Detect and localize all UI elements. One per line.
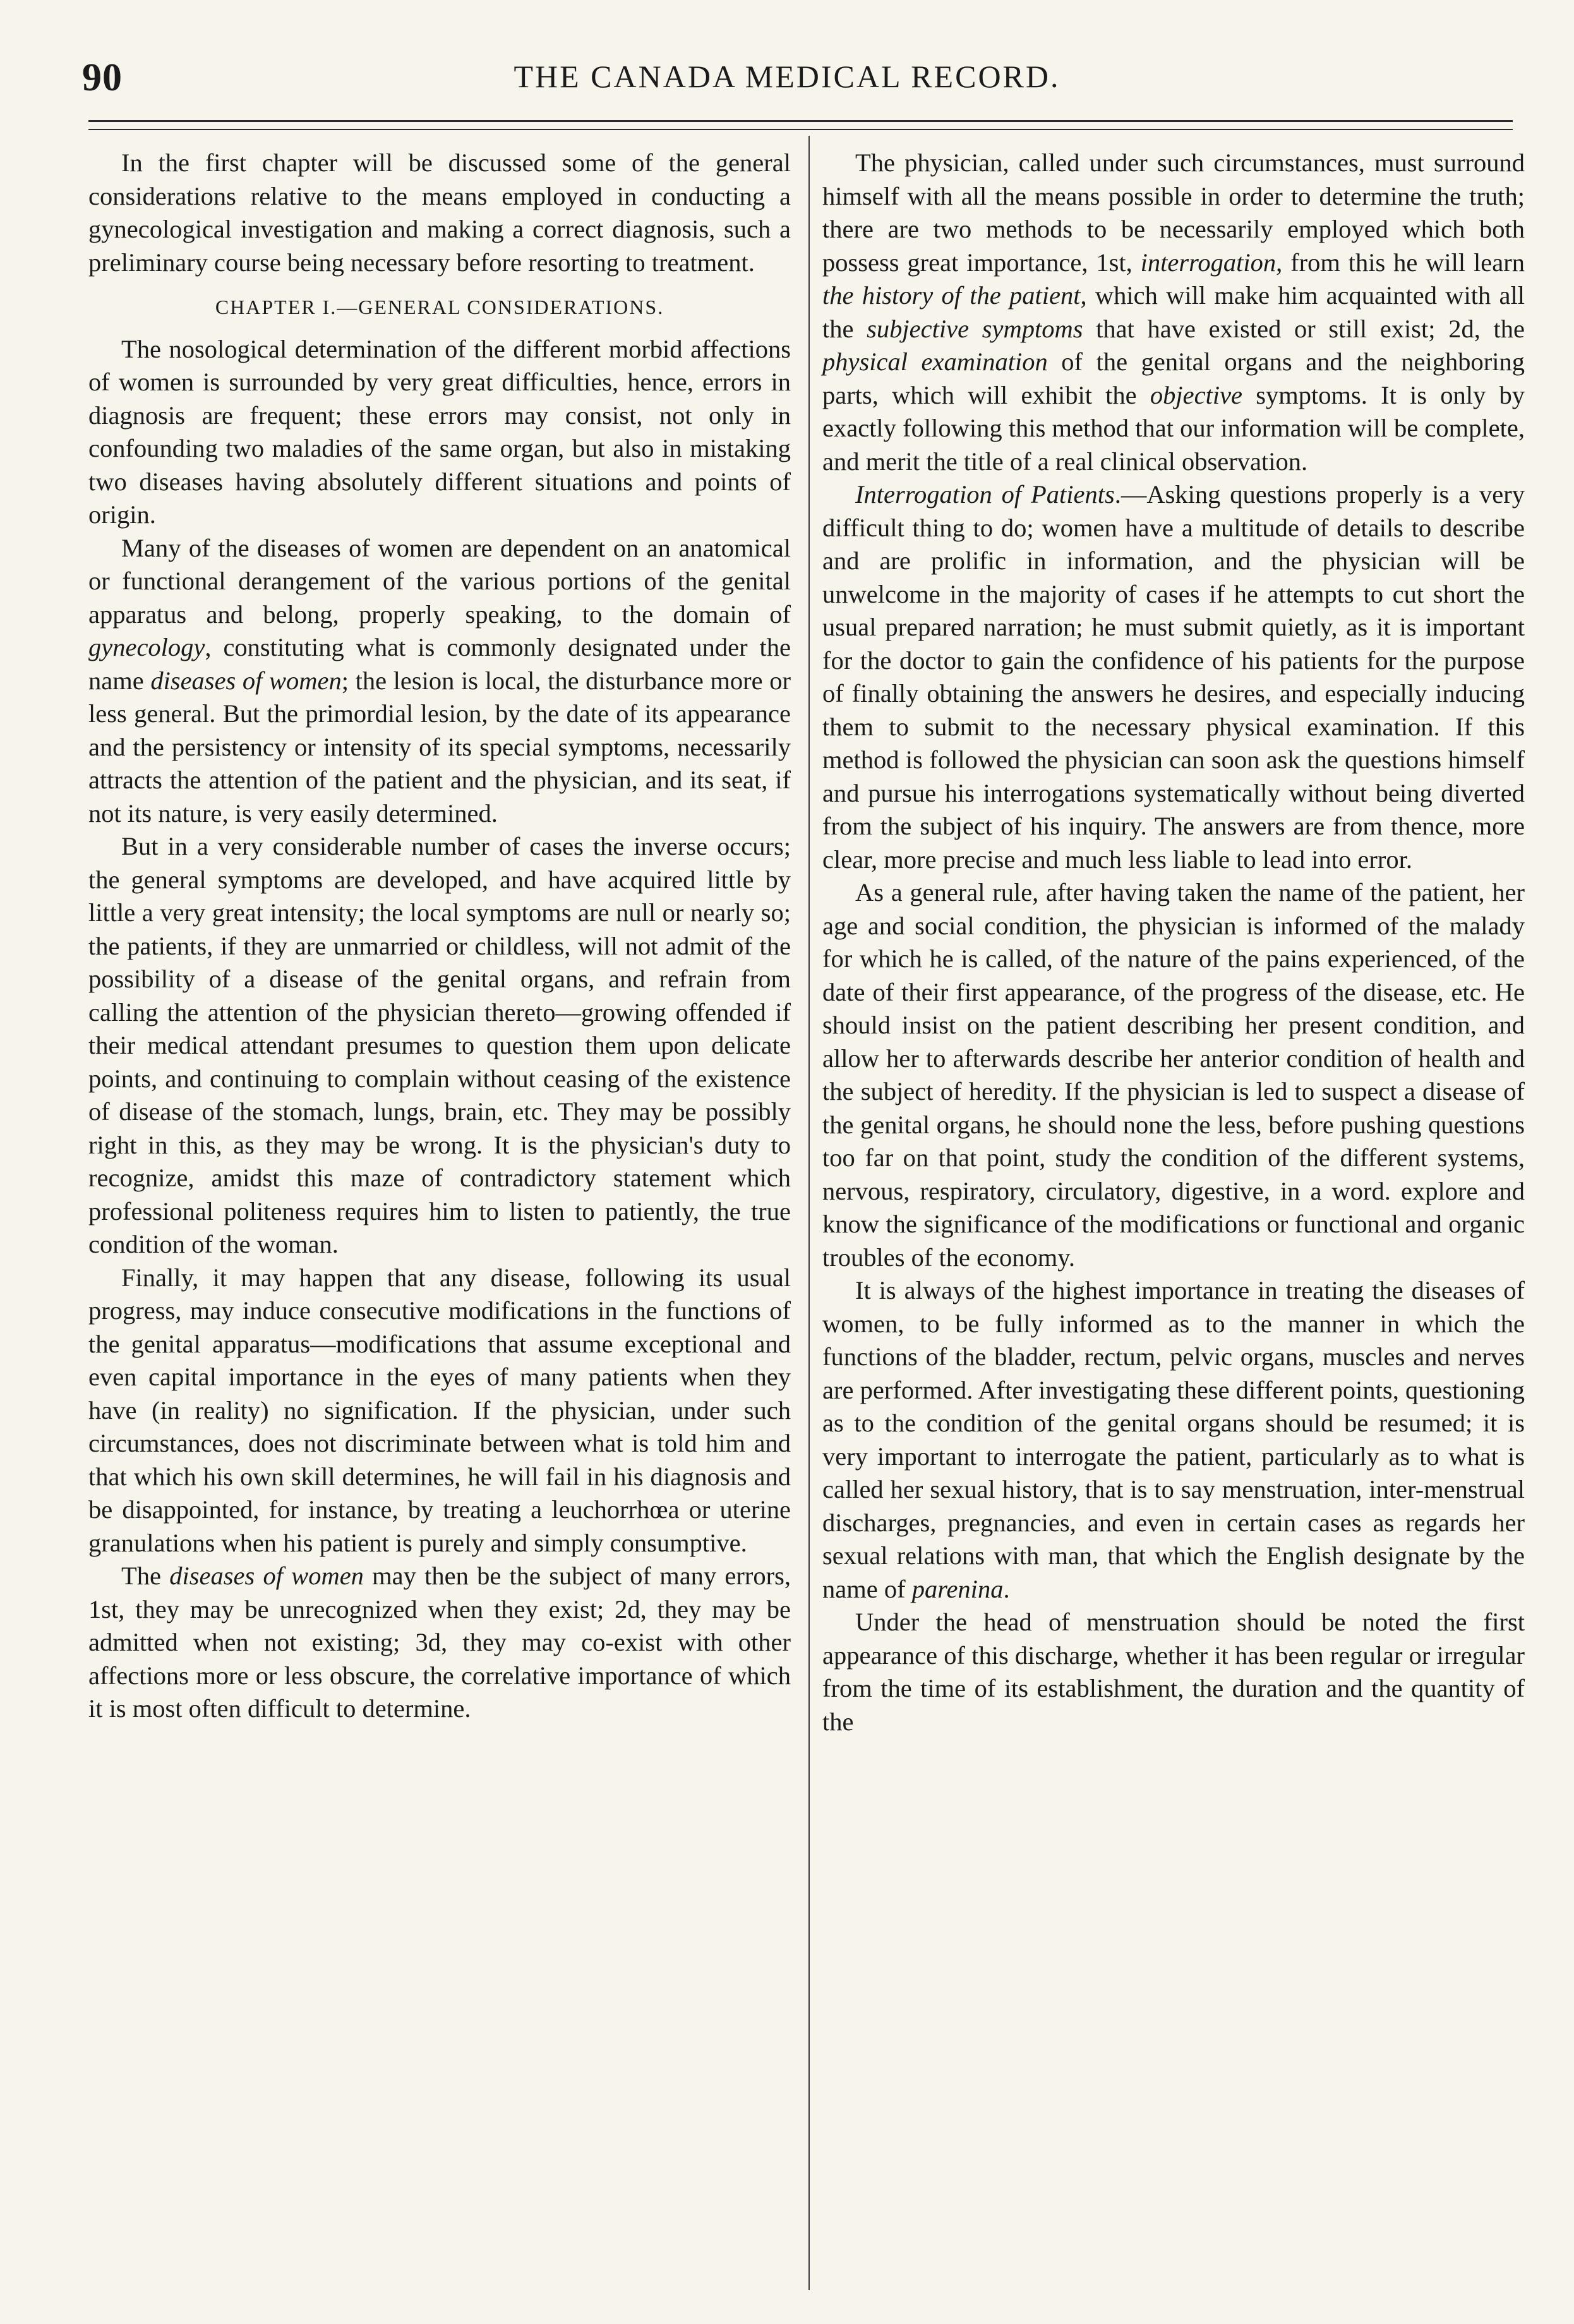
chapter-heading: CHAPTER I.—GENERAL CONSIDERATIONS.	[215, 296, 664, 318]
italic-term: objective	[1150, 380, 1243, 409]
italic-term: physical examination	[822, 347, 1048, 376]
column-divider	[808, 136, 810, 2290]
section-subheading: Interrogation of Patients	[855, 480, 1115, 509]
italic-term: subjective symptoms	[867, 314, 1083, 343]
text-run: The	[121, 1562, 170, 1590]
text-run: of the genital organs and the neighboring parts, which will exhibit the	[822, 347, 1525, 409]
text-run: .—Asking questions properly is a very difficult thing to do; women have a multitude of details to describe and are prolific in information, and the physician will be unwelcome in the majority of cases if he attempts to cut short the usual prepared narration; he must submit quietly, as it is important for the doctor to gain the confidence of his patients for the purpose of finally obtaining the answers he desires, and especially inducing them to submit to the necessary physical examination. If this method is followed the physician can soon ask the questions himself and pursue his interrogations systematically without being diverted from the subject of his inquiry. The answers are from thence, more clear, more precise and much less liable to lead into error.	[822, 480, 1525, 874]
italic-term: gynecology	[88, 633, 205, 661]
italic-term: diseases of women	[169, 1562, 364, 1590]
italic-term: interrogation	[1140, 248, 1277, 277]
paragraph	[822, 147, 1525, 478]
italic-term: diseases of women	[150, 666, 342, 695]
paragraph	[822, 1274, 1525, 1606]
text-run: It is always of the highest importance in treating the diseases of women, to be fully informed as to the manner in which the functions of the bladder, rectum, pelvic organs, muscles and nerves are performed. After investigating these different points, questioning as to the condition of the genital organs should be resumed; it is very important to interrogate the patient, particularly as to what is called her sexual history, that is to say menstruation, inter-menstrual discharges, pregnancies, and even in certain cases as regards her sexual relations with man, that which the English designate by the name of	[822, 1276, 1525, 1603]
page-number: 90	[82, 56, 123, 99]
paragraph	[822, 478, 1525, 876]
intro-paragraph: In the first chapter will be discussed some of the general considerations relative to the means employed in conducting a gynecological investigation and making a correct diagnosis, such a preliminary course being necessary before resorting to treatment.	[88, 148, 791, 277]
paragraph: Finally, it may happen that any disease, following its usual progress, may induce consecutive modifications in the functions of the genital apparatus—modifications that assume exceptional and even capital importance in the eyes of many patients when they have (in reality) no signification. If the physician, under such circumstances, does not discriminate between what is told him and that which his own skill determines, he will fail in his diagnosis and be disappointed, for instance, by treating a leuchorrhœa or uterine granulations when his patient is purely and simply consumptive.	[88, 1263, 791, 1557]
paragraph	[88, 532, 791, 831]
header-rule-thin	[88, 129, 1513, 130]
text-run: , from this he will learn	[1276, 248, 1525, 277]
text-run: Many of the diseases of women are dependent on an anatomical or functional derangement of the various portions of the genital apparatus and belong, properly speaking, to the domain of	[88, 533, 791, 629]
header-rule	[88, 120, 1513, 122]
text-run: ; the lesion is local, the disturbance more or less general. But the primordial lesion, by the date of its appearance and the persistency or intensity of its special symptoms, necessarily attracts the attention of the patient and the physician, and its seat, if not its nature, is very easily determined.	[88, 666, 791, 828]
text-run: may then be the subject of many errors, 1st, they may be unrecognized when they exist; 2d, they may be admitted when not existing; 3d, they may co-exist with other affections more or less obscure, the correlative importance of which it is most often difficult to determine.	[88, 1562, 791, 1723]
right-column	[822, 147, 1525, 1738]
left-column	[88, 147, 791, 1726]
paragraph: The nosological determination of the different morbid affections of women is surrounded by very great difficulties, hence, errors in diagnosis are frequent; these errors may consist, not only in confounding two maladies of the same organ, but also in mistaking two diseases having absolutely different situations and points of origin.	[88, 334, 791, 529]
text-run: that have existed or still exist; 2d, the	[1083, 314, 1525, 343]
text-run: .	[1003, 1574, 1010, 1603]
italic-term: parenina	[911, 1574, 1004, 1603]
text-run: , constituting what is commonly designated under the name	[88, 633, 791, 695]
text-run: , which will make him acquainted with all the	[822, 281, 1525, 343]
text-run: symptoms. It is only by exactly following this method that our information will be complete, and merit the title of a real clinical observation.	[822, 380, 1525, 476]
text-run: The physician, called under such circumstances, must surround himself with all the means possible in order to determine the truth; there are two methods to be necessarily employed which both possess great importance, 1st,	[822, 148, 1525, 277]
paragraph: But in a very considerable number of cases the inverse occurs; the general symptoms are developed, and have acquired little by little a very great intensity; the local symptoms are null or nearly so; the patients, if they are unmarried or childless, will not admit of the possibility of a disease of the genital organs, and refrain from calling the attention of the physician thereto—growing offended if their medical attendant presumes to question them upon delicate points, and continuing to complain without ceasing of the existence of disease of the stomach, lungs, brain, etc. They may be possibly right in this, as they may be wrong. It is the physician's duty to recognize, amidst this maze of contradictory statement which professional politeness requires him to listen to patiently, the true condition of the woman.	[88, 832, 791, 1258]
paragraph: Under the head of menstruation should be noted the first appearance of this discharge, whether it has been regular or irregular from the time of its establishment, the duration and the quantity of the	[822, 1608, 1525, 1736]
running-head: THE CANADA MEDICAL RECORD.	[514, 59, 1060, 94]
paragraph: As a general rule, after having taken the name of the patient, her age and social condition, the physician is informed of the malady for which he is called, of the nature of the pains experienced, of the date of their first appearance, of the progress of the disease, etc. He should insist on the patient describing her present condition, and allow her to afterwards describe her anterior condition of health and the subject of heredity. If the physician is led to suspect a disease of the genital organs, he should none the less, before pushing questions too far on that point, study the condition of the different systems, nervous, respiratory, circulatory, digestive, in a word. explore and know the significance of the modifications or functional and organic troubles of the economy.	[822, 878, 1525, 1272]
paragraph	[88, 1560, 791, 1726]
italic-term: the history of the patient	[822, 281, 1081, 310]
